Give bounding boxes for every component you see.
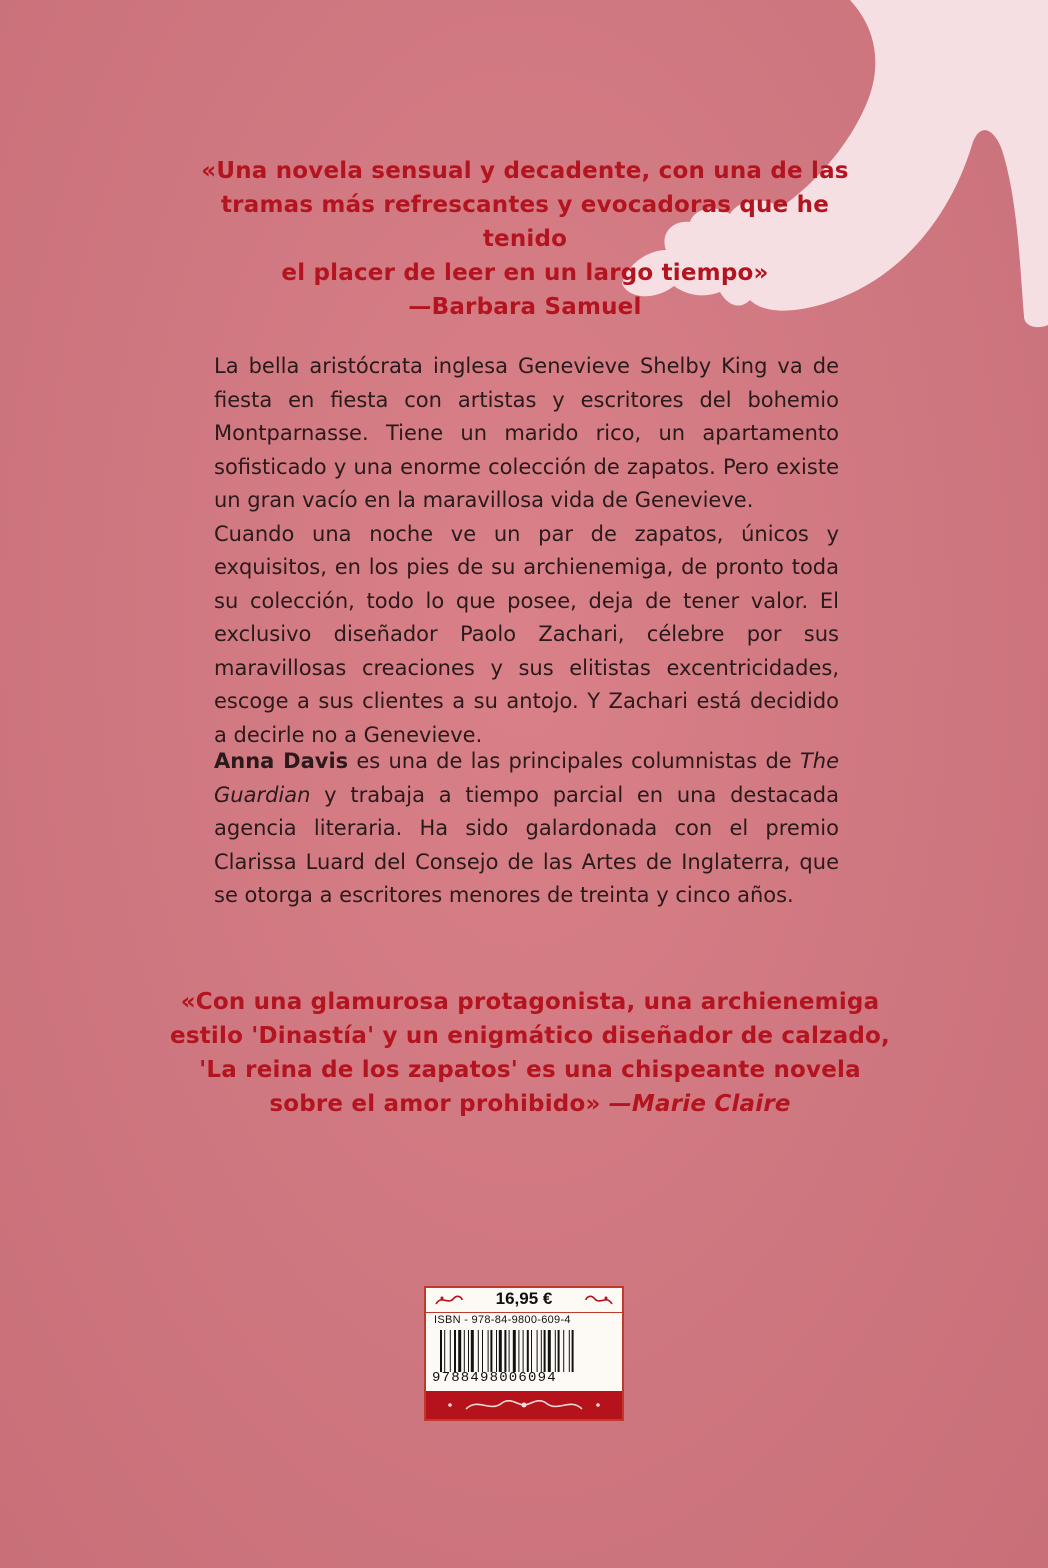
quote-line: «Una novela sensual y decadente, con una de las [201,158,849,184]
quote-attribution: —Marie Claire [608,1091,791,1117]
quote-line: tramas más refrescantes y evocadoras que he tenido [220,192,829,252]
barcode-bar [548,1330,551,1372]
barcode-bar [523,1330,524,1372]
quote-line: sobre el amor prohibido» [269,1091,601,1117]
author-bio [214,745,839,913]
barcode-bar [572,1330,574,1372]
barcode-bar [569,1330,570,1372]
barcode-bar [471,1330,474,1372]
barcode-bar [499,1330,502,1372]
newspaper-name: The Guardian [214,749,839,807]
barcode-bar [454,1330,456,1372]
quote-line: el placer de leer en un largo tiempo» [281,260,769,286]
barcode-bar [458,1330,461,1372]
barcode-bar [555,1330,556,1372]
barcode-bar [496,1330,497,1372]
barcode-bar [544,1330,546,1372]
barcode-bar [440,1330,442,1372]
barcode-bar [482,1330,483,1372]
barcode-bar [531,1330,532,1372]
price-barcode-sticker [424,1286,624,1421]
synopsis-paragraph-1: La bella aristócrata inglesa Genevieve Shelby King va de fiesta en fiesta con artistas y escritores del bohemio Montparnasse. Tiene un marido rico, un apartamento sofisticado y una enorme colección de zapatos. Pero existe un gran vacío en la maravillosa vida de Genevieve. [214,354,839,512]
quote-line: estilo 'Dinastía' y un enigmático diseñador de calzado, [170,1023,890,1049]
barcode-bar [490,1330,492,1372]
barcode-bar [444,1330,445,1372]
barcode-bar [478,1330,479,1372]
barcode-bar [527,1330,529,1372]
quote-attribution: —Barbara Samuel [408,294,642,320]
author-bio-text: es una de las principales columnistas de [348,749,800,773]
synopsis [214,350,839,752]
author-bio-text: y trabaja a tiempo parcial en una destacada agencia literaria. Ha sido galardonada con el premio Clarissa Luard del Consejo de las Artes de Inglaterra, que se otorga a escritores menores de treinta y cinco años. [214,782,839,907]
barcode-digits: 9788498006094 [432,1370,557,1386]
blurb-quote-marie-claire [170,985,890,1121]
blurb-quote-barbara-samuel [180,154,870,324]
barcode-bar [464,1330,465,1372]
barcode-bar [450,1330,451,1372]
barcode-bar [537,1330,538,1372]
ornament-icon [584,1292,614,1308]
barcode [440,1330,610,1372]
price-band [426,1288,622,1313]
barcode-bar [509,1330,510,1372]
ornament-band [426,1391,622,1419]
price: 16,95 € [495,1289,553,1308]
synopsis-paragraph-2: Cuando una noche ve un par de zapatos, únicos y exquisitos, en los pies de su archienemiga, de pronto toda su colección, todo lo que posee, deja de tener valor. El exclusivo diseñador Paolo Zachari, célebre por sus maravillosas creaciones y sus elitistas excentricidades, escoge a sus clientes a su antojo. Y Zachari está decidido a decirle no a Genevieve. [214,521,839,747]
barcode-bar [563,1330,564,1372]
barcode-bar [513,1330,516,1372]
quote-line: 'La reina de los zapatos' es una chispeante novela [199,1057,861,1083]
isbn: ISBN - 978-84-9800-609-4 [434,1314,571,1326]
barcode-bar [468,1330,469,1372]
barcode-bar [518,1330,519,1372]
quote-line: «Con una glamurosa protagonista, una archienemiga [180,989,880,1015]
ornament-icon [426,1391,622,1419]
barcode-bar [488,1330,489,1372]
barcode-bar [558,1330,560,1372]
barcode-bar [541,1330,542,1372]
barcode-bar [504,1330,506,1372]
author-name: Anna Davis [214,749,349,773]
